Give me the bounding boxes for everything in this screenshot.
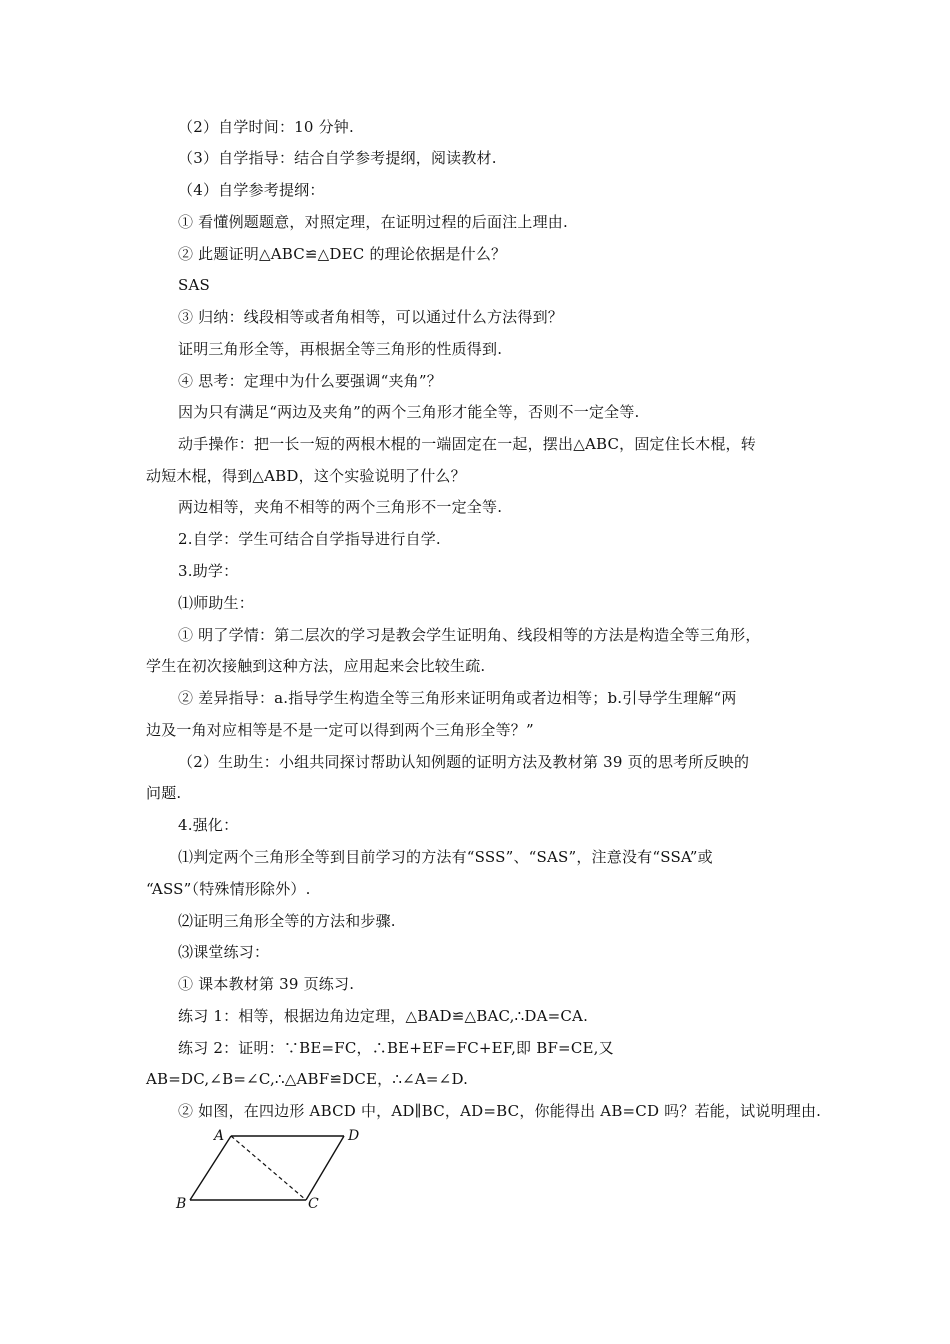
text-line: 动手操作：把一长一短的两根木棍的一端固定在一起，摆出△ABC，固定住长木棍，转 <box>178 435 756 453</box>
text-line: ⑶课堂练习： <box>178 943 270 961</box>
text-line: （4）自学参考提纲： <box>178 181 325 199</box>
side-ab <box>190 1136 231 1200</box>
text-line: “ASS”（特殊情形除外）. <box>146 880 311 898</box>
text-line: 练习 2：证明：∵BE=FC，∴BE+EF=FC+EF,即 BF=CE,又 <box>178 1039 614 1057</box>
vertex-label-c: C <box>308 1196 319 1212</box>
text-line: ① 课本教材第 39 页练习. <box>178 975 355 993</box>
text-line: （2）生助生：小组共同探讨帮助认知例题的证明方法及教材第 39 页的思考所反映的 <box>178 753 750 771</box>
text-line: SAS <box>178 276 210 294</box>
text-line: 两边相等，夹角不相等的两个三角形不一定全等. <box>178 498 503 516</box>
text-line: ④ 思考：定理中为什么要强调“夹角”？ <box>178 372 442 390</box>
text-line: ⑵证明三角形全等的方法和步骤. <box>178 912 396 930</box>
text-line: ③ 归纳：线段相等或者角相等，可以通过什么方法得到？ <box>178 308 563 326</box>
text-line: 证明三角形全等，再根据全等三角形的性质得到. <box>178 340 503 358</box>
text-line: 练习 1：相等，根据边角边定理，△BAD≌△BAC,∴DA=CA. <box>178 1007 589 1025</box>
text-line: 4.强化： <box>178 816 239 834</box>
text-line: ① 看懂例题题意，对照定理，在证明过程的后面注上理由. <box>178 213 568 231</box>
text-line: AB=DC,∠B=∠C,∴△ABF≌DCE，∴∠A=∠D. <box>146 1070 469 1088</box>
text-line: （2）自学时间：10 分钟. <box>178 118 354 136</box>
vertex-label-d: D <box>348 1128 360 1144</box>
text-line: 因为只有满足“两边及夹角”的两个三角形才能全等，否则不一定全等. <box>178 403 640 421</box>
text-line: 学生在初次接触到这种方法，应用起来会比较生疏. <box>146 657 486 675</box>
text-line: （3）自学指导：结合自学参考提纲，阅读教材. <box>178 149 497 167</box>
text-line: ② 如图，在四边形 ABCD 中，AD∥BC，AD=BC，你能得出 AB=CD 吗？若能，试说明理由. <box>178 1102 822 1120</box>
text-line: ① 明了学情：第二层次的学习是教会学生证明角、线段相等的方法是构造全等三角形， <box>178 626 761 644</box>
diagonal-ac <box>231 1136 306 1200</box>
text-line: 动短木棍，得到△ABD，这个实验说明了什么？ <box>146 467 466 485</box>
parallelogram-diagram <box>172 1124 372 1216</box>
text-line: 2.自学：学生可结合自学指导进行自学. <box>178 530 441 548</box>
text-line: 问题. <box>146 784 182 802</box>
vertex-label-a: A <box>214 1128 225 1144</box>
text-line: 3.助学： <box>178 562 239 580</box>
text-line: 边及一角对应相等是不是一定可以得到两个三角形全等？” <box>146 721 534 739</box>
vertex-label-b: B <box>176 1196 187 1212</box>
text-line: ② 此题证明△ABC≌△DEC 的理论依据是什么？ <box>178 245 507 263</box>
side-cd <box>306 1136 344 1200</box>
text-line: ⑴判定两个三角形全等到目前学习的方法有“SSS”、“SAS”，注意没有“SSA”或 <box>178 848 713 866</box>
parallelogram-figure <box>172 1124 372 1216</box>
text-line: ⑴师助生： <box>178 594 255 612</box>
text-line: ② 差异指导：a.指导学生构造全等三角形来证明角或者边相等；b.引导学生理解“两 <box>178 689 737 707</box>
